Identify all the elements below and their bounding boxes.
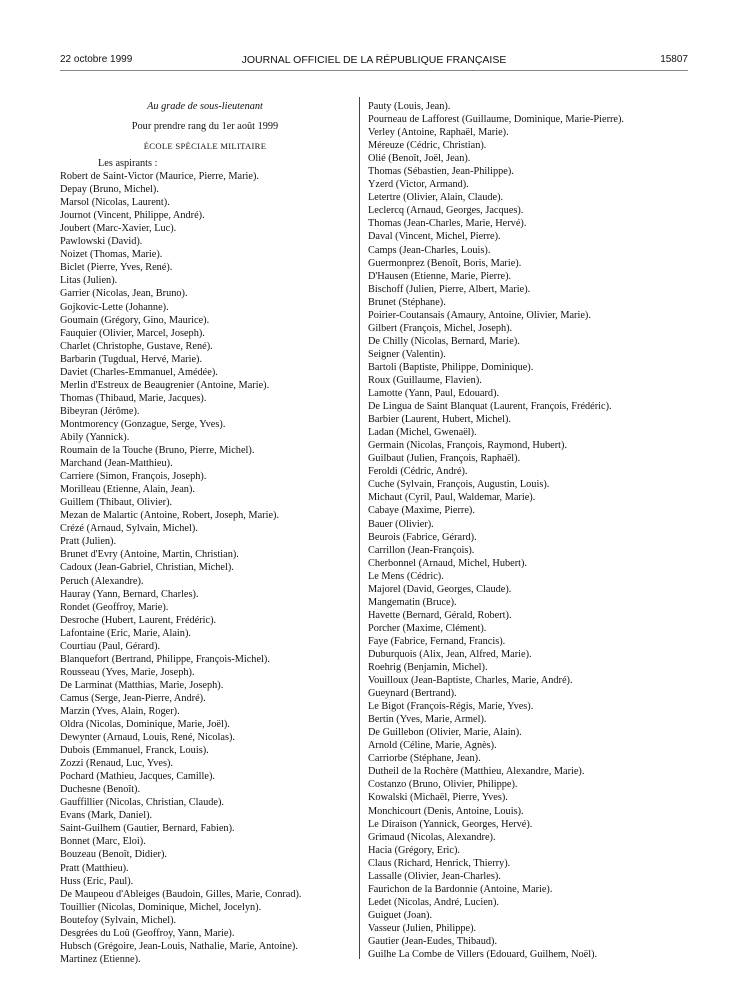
list-item: Touillier (Nicolas, Dominique, Michel, Jocelyn). [60,901,262,913]
list-item: Carriere (Simon, François, Joseph). [60,471,207,483]
list-item: Havette (Bernard, Gérald, Robert). [368,609,512,621]
list-item: Hubsch (Grégoire, Jean-Louis, Nathalie, Marie, Antoine). [60,940,298,952]
list-item: Litas (Julien). [60,275,118,287]
grade-heading: Au grade de sous-lieutenant [147,101,263,112]
list-item: Le Mens (Cédric). [368,570,444,582]
left-column [60,100,350,966]
list-item: De Chilly (Nicolas, Bernard, Marie). [368,335,520,347]
aspirants-label: Les aspirants : [98,158,158,169]
list-item: Marchand (Jean-Matthieu). [60,458,173,470]
list-item: Pawlowski (David). [60,236,143,248]
left-entry-list [60,170,350,966]
list-item: Brunet (Stéphane). [368,296,446,308]
list-item: D'Hausen (Etienne, Marie, Pierre). [368,270,512,282]
list-item: Gauffillier (Nicolas, Christian, Claude). [60,797,224,809]
list-item: Gilbert (François, Michel, Joseph). [368,322,513,334]
list-item: Rondet (Geoffroy, Marie). [60,601,169,613]
list-item: Oldra (Nicolas, Dominique, Marie, Joël). [60,719,230,731]
list-item: Cadoux (Jean-Gabriel, Christian, Michel). [60,562,234,574]
list-item: Barbarin (Tugdual, Hervé, Marie). [60,353,203,365]
list-item: Cuche (Sylvain, François, Augustin, Louis). [368,479,550,491]
page-header [60,54,688,68]
list-item: Ladan (Michel, Gwenaël). [368,427,477,439]
list-item: Peruch (Alexandre). [60,575,144,587]
list-item: Gojkovic-Lette (Johanne). [60,301,169,313]
list-item: Marsol (Nicolas, Laurent). [60,197,170,209]
list-item: De Maupeou d'Ableiges (Baudoin, Gilles, Marie, Conrad). [60,888,302,900]
list-item: Bouzeau (Benoît, Didier). [60,849,167,861]
list-item: Hauray (Yann, Bernard, Charles). [60,588,199,600]
list-item: Evans (Mark, Daniel). [60,810,153,822]
list-item: Monchicourt (Denis, Antoine, Louis). [368,805,524,817]
list-item: Huss (Eric, Paul). [60,875,134,887]
list-item: Verley (Antoine, Raphaël, Marie). [368,127,509,139]
list-item: Pochard (Mathieu, Jacques, Camille). [60,771,215,783]
list-item: Bertin (Yves, Marie, Armel). [368,714,487,726]
list-item: Gueynard (Bertrand). [368,688,457,700]
list-item: Morilleau (Etienne, Alain, Jean). [60,484,195,496]
list-item: Costanzo (Bruno, Olivier, Philippe). [368,779,518,791]
list-item: Gautier (Jean-Eudes, Thibaud). [368,936,498,947]
list-item: Joubert (Marc-Xavier, Luc). [60,223,177,235]
list-item: Goumain (Grégory, Gino, Maurice). [60,314,210,326]
list-item: Barbier (Laurent, Hubert, Michel). [368,414,511,426]
list-item: Guiguet (Joan). [368,909,433,921]
right-entry-list [368,100,688,961]
list-item: Brunet d'Evry (Antoine, Martin, Christian). [60,549,239,561]
list-item: Thomas (Thibaud, Marie, Jacques). [60,392,207,404]
list-item: Journot (Vincent, Philippe, André). [60,210,205,222]
list-item: Abily (Yannick). [60,431,130,443]
list-item: Cabaye (Maxime, Pierre). [368,505,475,517]
list-item: Thomas (Jean-Charles, Marie, Hervé). [368,218,527,230]
list-item: Arnold (Céline, Marie, Agnès). [368,740,497,752]
list-item: Germain (Nicolas, François, Raymond, Hubert). [368,440,568,452]
list-item: Rousseau (Yves, Marie, Joseph). [60,666,195,678]
header-divider [60,70,688,71]
list-item: Porcher (Maxime, Clément). [368,622,487,634]
rank-date-heading: Pour prendre rang du 1er août 1999 [131,121,279,132]
list-item: Charlet (Christophe, Gustave, René). [60,340,213,352]
list-item: Boutefoy (Sylvain, Michel). [60,914,177,926]
list-item: Kowalski (Michaël, Pierre, Yves). [368,792,508,804]
list-item: Courtiau (Paul, Gérard). [60,640,161,652]
list-item: Beurois (Fabrice, Gérard). [368,531,477,543]
list-item: Robert de Saint-Victor (Maurice, Pierre, Marie). [60,171,259,183]
list-item: De Lingua de Saint Blanquat (Laurent, François, Frédéric). [368,401,612,413]
list-item: Biclet (Pierre, Yves, René). [60,262,173,274]
list-item: Depay (Bruno, Michel). [60,184,159,196]
list-item: Marzin (Yves, Alain, Roger). [60,705,180,717]
list-item: Zozzi (Renaud, Luc, Yves). [60,758,173,770]
list-item: De Guillebon (Olivier, Marie, Alain). [368,727,522,739]
list-item: Crézé (Arnaud, Sylvain, Michel). [60,523,198,535]
list-item: Dutheil de la Rochère (Matthieu, Alexandre, Marie). [368,766,585,778]
header-journal-title: JOURNAL OFFICIEL DE LA RÉPUBLIQUE FRANÇAISE [241,54,507,66]
list-item: Guilbaut (Julien, François, Raphaël). [368,453,521,465]
list-item: Duburquois (Alix, Jean, Alfred, Marie). [368,648,532,660]
list-item: Pratt (Julien). [60,536,117,548]
list-item: Guillem (Thibaut, Olivier). [60,497,173,509]
list-item: Mezan de Malartic (Antoine, Robert, Joseph, Marie). [60,510,280,522]
list-item: Bischoff (Julien, Pierre, Albert, Marie). [368,283,531,295]
list-item: Desgrées du Loû (Geoffroy, Yann, Marie). [60,927,235,939]
list-item: Merlin d'Estreux de Beaugrenier (Antoine, Marie). [60,379,270,391]
list-item: Daviet (Charles-Emmanuel, Amédée). [60,366,218,378]
list-item: Roehrig (Benjamin, Michel). [368,662,488,674]
list-item: Roux (Guillaume, Flavien). [368,374,482,386]
list-item: Vouilloux (Jean-Baptiste, Charles, Marie, André). [368,675,573,687]
list-item: Carrillon (Jean-François). [368,544,475,556]
list-item: Carriorbe (Stéphane, Jean). [368,753,481,765]
header-date: 22 octobre 1999 [60,54,133,65]
list-item: Montmorency (Gonzague, Serge, Yves). [60,418,226,430]
list-item: Bartoli (Baptiste, Philippe, Dominique). [368,361,534,373]
list-item: Duchesne (Benoît). [60,784,141,796]
list-item: Lafontaine (Eric, Marie, Alain). [60,627,191,639]
list-item: Daval (Vincent, Michel, Pierre). [368,231,501,243]
list-item: Bauer (Olivier). [368,518,434,530]
column-divider [359,97,360,959]
list-item: Poirier-Coutansais (Amaury, Antoine, Olivier, Marie). [368,309,591,321]
list-item: Garrier (Nicolas, Jean, Bruno). [60,288,188,300]
list-item: Guilhe La Combe de Villers (Edouard, Guilhem, Noël). [368,949,598,961]
list-item: Saint-Guilhem (Gautier, Bernard, Fabien). [60,823,235,835]
list-item: Vasseur (Julien, Philippe). [368,922,477,934]
list-item: Méreuze (Cédric, Christian). [368,140,487,152]
list-item: Hacia (Grégory, Eric). [368,844,460,856]
list-item: Fauquier (Olivier, Marcel, Joseph). [60,327,205,339]
list-item: Camps (Jean-Charles, Louis). [368,244,491,256]
school-heading: ÉCOLE SPÉCIALE MILITAIRE [143,141,267,151]
list-item: Cherbonnel (Arnaud, Michel, Hubert). [368,557,527,569]
list-item: Claus (Richard, Henrick, Thierry). [368,857,511,869]
list-item: Feroldi (Cédric, André). [368,466,468,478]
list-item: Majorel (David, Georges, Claude). [368,583,512,595]
list-item: Faurichon de la Bardonnie (Antoine, Marie). [368,883,553,895]
list-item: Yzerd (Victor, Armand). [368,179,469,191]
list-item: Olié (Benoît, Joël, Jean). [368,153,471,165]
list-item: Noizet (Thomas, Marie). [60,249,163,261]
list-item: Ledet (Nicolas, André, Lucien). [368,896,499,908]
list-item: Pourneau de Lafforest (Guillaume, Dominique, Marie-Pierre). [368,114,625,126]
list-item: Le Diraison (Yannick, Georges, Hervé). [368,818,533,830]
list-item: Lamotte (Yann, Paul, Edouard). [368,388,500,400]
list-item: Seigner (Valentin). [368,348,446,360]
list-item: Pauty (Louis, Jean). [368,101,451,112]
list-item: Dewynter (Arnaud, Louis, René, Nicolas). [60,732,235,744]
list-item: Faye (Fabrice, Fernand, Francis). [368,635,506,647]
list-item: Dubois (Emmanuel, Franck, Louis). [60,745,209,757]
list-item: Martinez (Etienne). [60,953,141,965]
list-item: Le Bigot (François-Régis, Marie, Yves). [368,701,534,713]
list-item: Roumain de la Touche (Bruno, Pierre, Michel). [60,445,255,457]
list-item: Mangematin (Bruce). [368,596,457,608]
list-item: Bibeyran (Jérôme). [60,405,140,417]
list-item: Guermonprez (Benoît, Boris, Marie). [368,257,522,269]
list-item: Letertre (Olivier, Alain, Claude). [368,192,504,204]
list-item: Camus (Serge, Jean-Pierre, André). [60,692,206,704]
list-item: Pratt (Matthieu). [60,862,129,874]
list-item: Desroche (Hubert, Laurent, Frédéric). [60,614,217,626]
list-item: Grimaud (Nicolas, Alexandre). [368,831,496,843]
list-item: Blanquefort (Bertrand, Philippe, François-Michel). [60,653,270,665]
list-item: De Larminat (Matthias, Marie, Joseph). [60,679,224,691]
list-item: Lassalle (Olivier, Jean-Charles). [368,870,501,882]
list-item: Leclercq (Arnaud, Georges, Jacques). [368,205,524,217]
header-page-number: 15807 [660,54,688,65]
list-item: Bonnet (Marc, Eloi). [60,836,146,848]
list-item: Michaut (Cyril, Paul, Waldemar, Marie). [368,492,536,504]
right-column [368,100,688,961]
list-item: Thomas (Sébastien, Jean-Philippe). [368,166,514,178]
